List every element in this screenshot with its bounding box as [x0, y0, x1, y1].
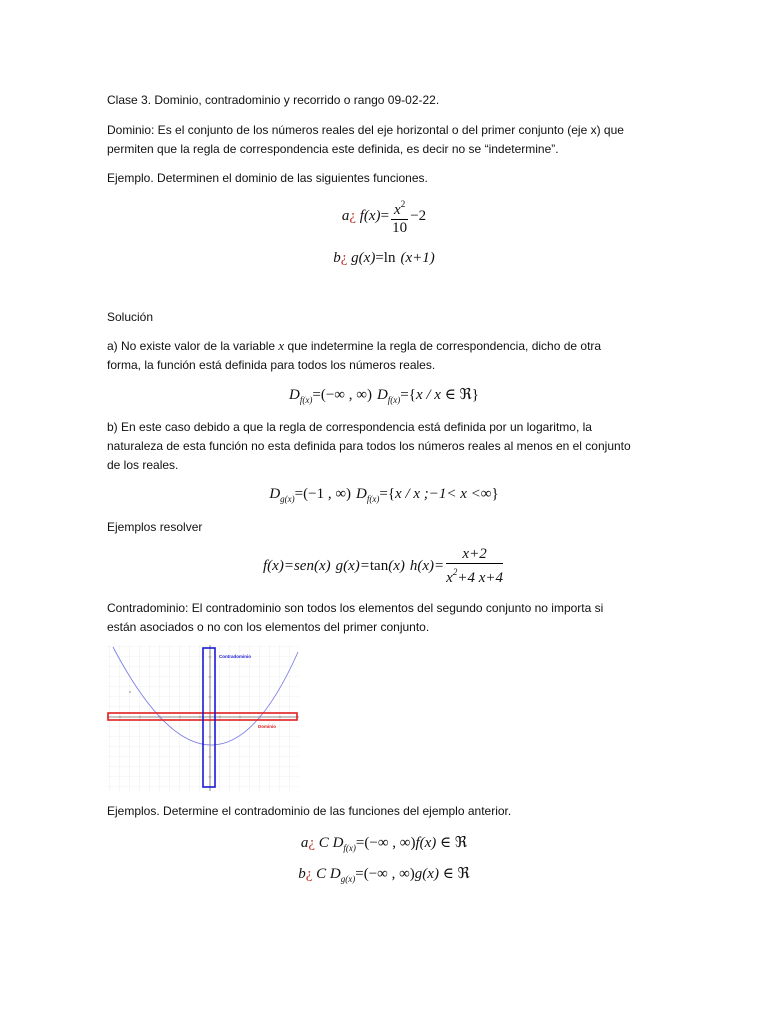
- fraction-numerator: x+2: [446, 546, 503, 564]
- page-title: Clase 3. Dominio, contradominio y recorrido o rango 09-02-22.: [107, 93, 440, 107]
- set-open: ={: [400, 387, 416, 403]
- label-contradominio: Contradominio: [219, 654, 251, 659]
- f-lhs: f(x)=: [263, 557, 294, 574]
- text-segment: a) No existe valor de la variable: [107, 339, 279, 353]
- domain-subscript: g(x): [280, 494, 295, 504]
- domain-symbol: D: [289, 387, 300, 403]
- h-fraction: [446, 546, 503, 587]
- set-close: }: [491, 486, 499, 502]
- denominator-tail: +4 x+4: [457, 570, 503, 586]
- eq-label: b: [298, 866, 306, 882]
- codomain-subscript: f(x): [343, 843, 356, 853]
- domain-subscript: f(x): [299, 395, 313, 405]
- domain-symbol: D: [376, 387, 388, 403]
- denominator-base: x: [446, 570, 453, 586]
- eq-function-ln: ln: [383, 250, 396, 266]
- set-open: ={: [379, 486, 396, 502]
- ejemplos-resolver: Ejemplos resolver: [107, 520, 203, 534]
- solucion-b-line-3: de los reales.: [107, 458, 179, 472]
- contradominio-definition-line-1: Contradominio: El contradominio son todos los elementos del segundo conjunto no importa si: [107, 601, 604, 615]
- codomain-function: f(x): [415, 835, 437, 851]
- eq-label: b: [333, 250, 341, 266]
- solucion-a-line-1: [107, 338, 601, 354]
- equation-codomain-f: [0, 833, 768, 858]
- ejemplo-intro: Ejemplo. Determinen el dominio de las siguientes funciones.: [107, 171, 428, 185]
- codomain-interval: =(−∞ , ∞): [355, 835, 416, 851]
- f-rhs: sen(x): [293, 557, 331, 574]
- g-argument: (x): [388, 557, 405, 574]
- codomain-d: D: [329, 866, 341, 882]
- variable-x: x: [278, 338, 285, 353]
- dominio-contradominio-graph: [107, 645, 299, 791]
- contradominio-definition-line-2: están asociados o no con los elementos del primer conjunto.: [107, 620, 430, 634]
- eq-argument: (x+1): [400, 250, 435, 266]
- solucion-a-line-2: forma, la función está definida para todos los números reales.: [107, 358, 436, 372]
- domain-symbol: D: [356, 486, 367, 502]
- set-body: x / x: [415, 387, 441, 403]
- dominio-definition-line-1: Dominio: Es el conjunto de los números reales del eje horizontal o del primer conjunto (eje x) que: [107, 123, 624, 137]
- fraction-numerator: x: [394, 202, 401, 218]
- solucion-b-line-1: b) En este caso debido a que la regla de correspondencia está definida por un logaritmo, la: [107, 420, 592, 434]
- eq-equals: =: [380, 207, 390, 224]
- eq-mark: ¿: [340, 250, 348, 266]
- equation-domain-f: [0, 385, 768, 410]
- codomain-function: g(x): [414, 866, 439, 882]
- codomain-d: D: [332, 835, 344, 851]
- codomain-element-of: ∈ ℜ: [438, 866, 470, 882]
- domain-subscript: f(x): [366, 494, 380, 504]
- eq-mark: ¿: [349, 207, 356, 224]
- codomain-interval: =(−∞ , ∞): [355, 866, 415, 882]
- equation-a-fx: [0, 196, 768, 237]
- eq-fraction: [391, 196, 408, 237]
- equation-exercises: [0, 546, 768, 587]
- g-function-tan: tan: [369, 557, 389, 574]
- eq-equals: =: [375, 250, 384, 266]
- codomain-c: C: [318, 835, 329, 851]
- domain-interval: =(−∞ , ∞): [312, 387, 372, 403]
- eq-lhs: f(x): [359, 207, 381, 224]
- domain-subscript: f(x): [387, 395, 401, 405]
- codomain-subscript: g(x): [340, 874, 356, 884]
- codomain-c: C: [316, 866, 327, 882]
- fraction-denominator: 10: [392, 220, 408, 236]
- domain-interval: =(−1 , ∞): [294, 486, 352, 502]
- eq-tail: −2: [410, 207, 427, 224]
- equation-domain-g: [0, 484, 768, 509]
- solucion-heading: Solución: [107, 310, 154, 324]
- eq-mark: ¿: [308, 835, 316, 851]
- g-lhs: g(x)=: [335, 557, 370, 574]
- domain-symbol: D: [269, 486, 281, 502]
- solucion-b-line-2: naturaleza de esta función no esta definida para todos los números reales al menos en el conjunto: [107, 439, 631, 453]
- equation-b-gx: [0, 248, 768, 268]
- graph-point: [129, 691, 131, 693]
- denominator-exponent: 2: [452, 567, 458, 577]
- numerator-exponent: 2: [400, 199, 406, 209]
- set-close: ∈ ℜ}: [440, 387, 479, 403]
- label-dominio: Dominio: [258, 724, 276, 729]
- codomain-element-of: ∈ ℜ: [436, 835, 468, 851]
- dominio-definition-line-2: permiten que la regla de correspondencia este definida, es decir no se “indetermine”.: [107, 142, 559, 156]
- text-segment: que indetermine la regla de correspondencia, dicho de otra: [284, 339, 602, 353]
- ejemplos-contradominio: Ejemplos. Determine el contradominio de las funciones del ejemplo anterior.: [107, 804, 512, 818]
- set-body: x / x ;−1< x <∞: [395, 486, 492, 502]
- eq-label: a: [341, 207, 350, 224]
- equation-codomain-g: [0, 864, 768, 889]
- eq-mark: ¿: [305, 866, 313, 882]
- eq-lhs: g(x): [351, 250, 376, 266]
- eq-label: a: [300, 835, 309, 851]
- h-lhs: h(x)=: [409, 557, 445, 574]
